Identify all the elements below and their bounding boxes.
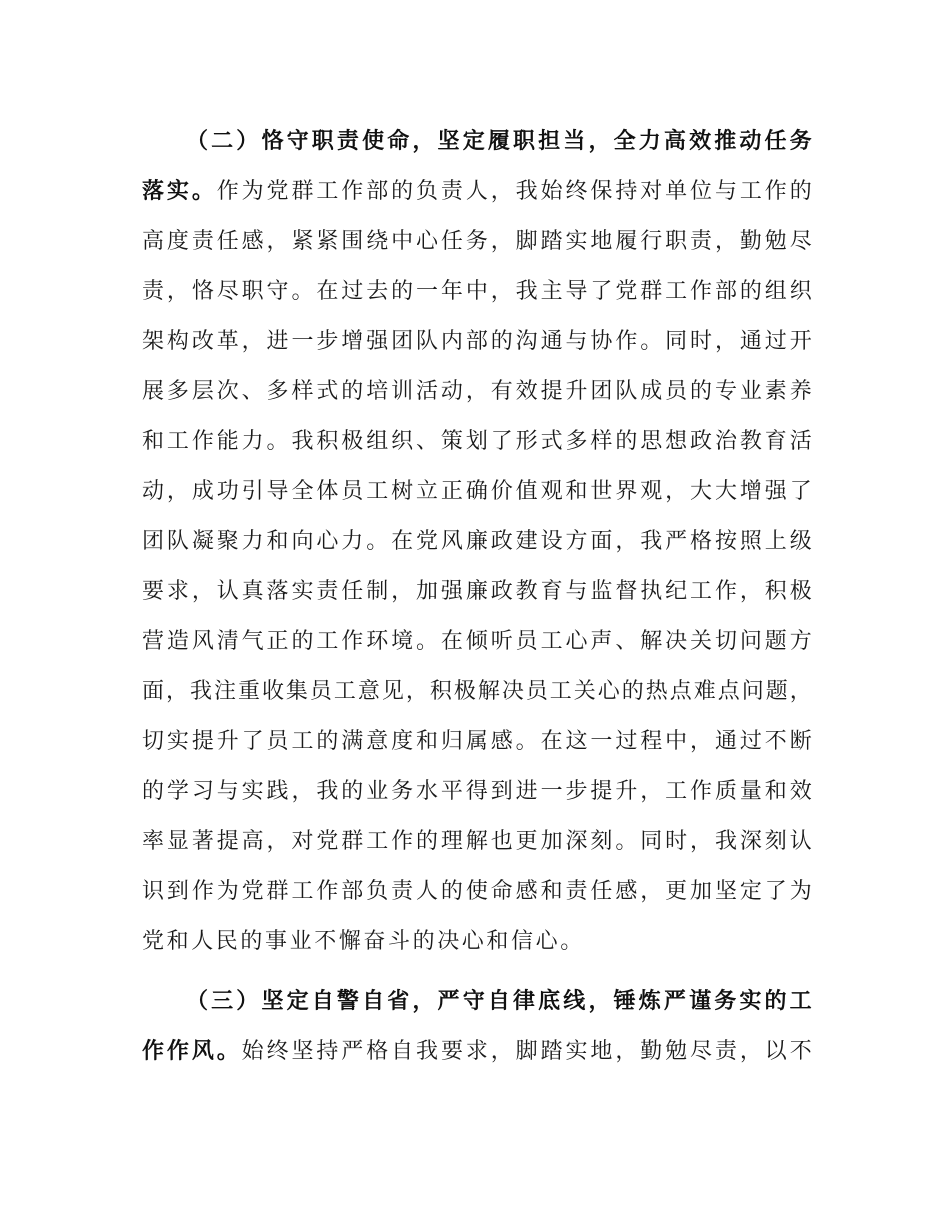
paragraph-line: 责，恪尽职守。在过去的一年中，我主导了党群工作部的组织 (142, 279, 812, 304)
paragraph-line: 率显著提高，对党群工作的理解也更加深刻。同时，我深刻认 (142, 829, 812, 854)
paragraph-line: 要求，认真落实责任制，加强廉政教育与监督执纪工作，积极 (142, 579, 812, 604)
paragraph-text: 作为党群工作部的负责人，我始终保持对单位与工作的 (216, 179, 812, 204)
paragraph-line: 面，我注重收集员工意见，积极解决员工关心的热点难点问题， (142, 679, 812, 704)
paragraph-text: 始终坚持严格自我要求，脚踏实地，勤勉尽责，以不 (241, 1039, 813, 1064)
paragraph-line: 识到作为党群工作部负责人的使命感和责任感，更加坚定了为 (142, 879, 812, 904)
paragraph-last-line: 党和人民的事业不懈奋斗的决心和信心。 (142, 929, 585, 954)
paragraph-line: 架构改革，进一步增强团队内部的沟通与协作。同时，通过开 (142, 329, 812, 354)
section-3-heading: （三）坚定自警自省，严守自律底线，锤炼严谨务实的工 (186, 989, 812, 1014)
paragraph-line: 展多层次、多样式的培训活动，有效提升团队成员的专业素养 (142, 379, 812, 404)
section-2-heading-end: 落实。 (142, 179, 217, 204)
paragraph-line: 营造风清气正的工作环境。在倾听员工心声、解决关切问题方 (142, 629, 812, 654)
paragraph-line: 切实提升了员工的满意度和归属感。在这一过程中，通过不断 (142, 729, 812, 754)
paragraph-line: 和工作能力。我积极组织、策划了形式多样的思想政治教育活 (142, 429, 812, 454)
paragraph-line: 高度责任感，紧紧围绕中心任务，脚踏实地履行职责，勤勉尽 (142, 229, 812, 254)
paragraph-line: 的学习与实践，我的业务水平得到进一步提升，工作质量和效 (142, 779, 812, 804)
paragraph-line: 团队凝聚力和向心力。在党风廉政建设方面，我严格按照上级 (142, 529, 812, 554)
paragraph-line (142, 174, 812, 210)
section-2-heading: （二）恪守职责使命，坚定履职担当，全力高效推动任务 (186, 129, 812, 154)
section-3-heading-end: 作作风。 (142, 1039, 242, 1064)
paragraph-line (142, 1034, 812, 1070)
paragraph-line: 动，成功引导全体员工树立正确价值观和世界观，大大增强了 (142, 479, 812, 504)
